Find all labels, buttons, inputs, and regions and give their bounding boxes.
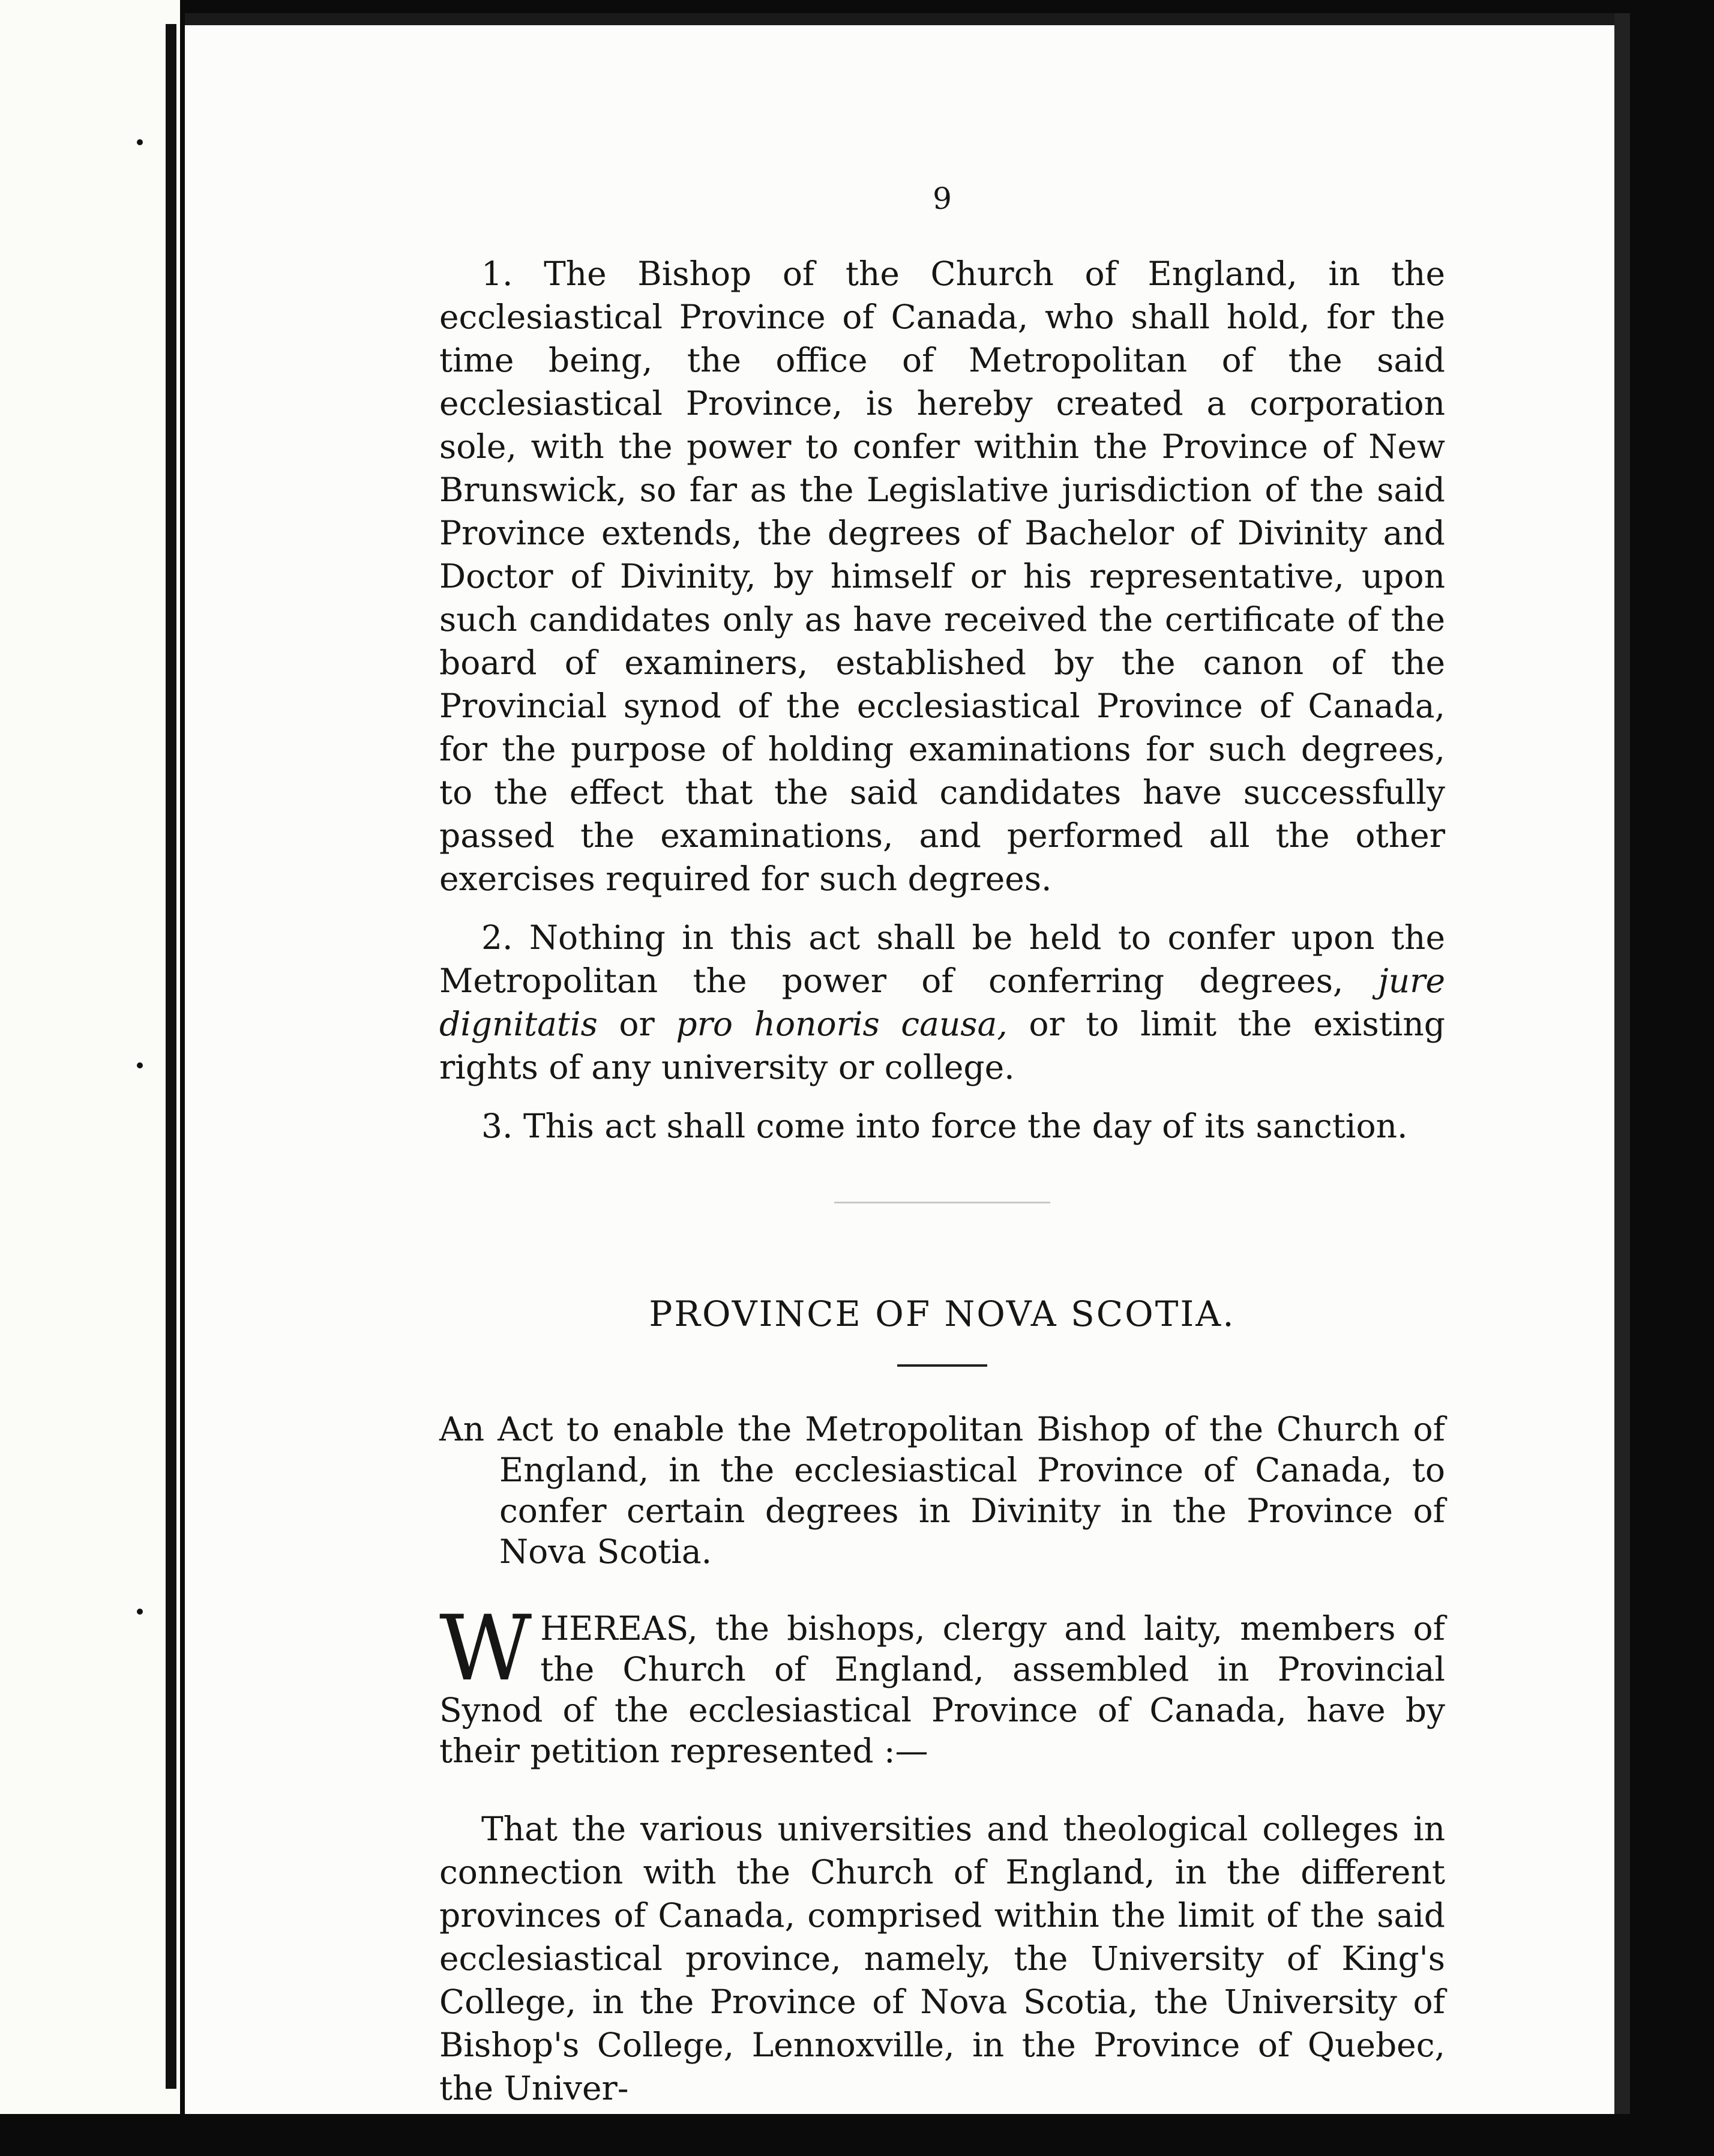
drop-cap: W [439,1597,532,1701]
whereas-text: HEREAS, the bishops, clergy and laity, members of the Church of England, assembled in Provincial Synod of the ecclesiastical Province of Canada, have by their petition represented :— [439,1609,1445,1770]
clause-1 [439,252,1445,900]
margin-mark [137,1609,143,1615]
clause-text: This act shall come into force the day of its sanction. [523,1107,1408,1145]
title-rule [897,1364,987,1367]
document-page [185,13,1630,2119]
clause-text: or [619,1005,655,1043]
latin-phrase: pro honoris causa, [676,1005,1008,1043]
clause-number: 3. [481,1107,513,1145]
text-block [439,73,1445,2125]
facing-page-edge [0,0,180,2156]
clause-number: 2. [481,918,513,957]
final-paragraph: That the various universities and theological colleges in connection with the Church of England, in the different provinces of Canada, comprised within the limit of the said ecclesiastical province, namely, the University of King's College, in the Province of Nova Scotia, the University of Bishop's College, Lennoxville, in the Province of Quebec, the Univer- [439,1810,1445,2107]
clause-text: The Bishop of the Church of England, in the ecclesiastical Province of Canada, who shall hold, for the time being, the office of Metropolitan of the said ecclesiastical Province, is hereby created a corporation sole, with the power to confer within the Province of New Brunswick, so far as the Legislative jurisdiction of the said Province extends, the degrees of Bachelor of Divinity and Doctor of Divinity, by himself or his representative, upon such candidates only as have received the certificate of the board of examiners, established by the canon of the Provincial synod of the ecclesiastical Province of Canada, for the purpose of holding examinations for such degrees, to the effect that the said candidates have successfully passed the examinations, and performed all the other exercises required for such degrees. [439,254,1446,898]
margin-mark [137,1062,143,1068]
binding-gutter [166,24,176,2089]
clause-text: or to limit the existing rights of any university or college. [439,1005,1445,1086]
page-top-edge [185,13,1630,25]
margin-mark [137,139,143,145]
page-number: 9 [933,181,952,216]
act-title: An Act to enable the Metropolitan Bishop of the Church of England, in the ecclesiastical Province of Canada, to confer certain degrees in Divinity in the Province of Nova Scotia. [439,1410,1445,1571]
page-right-edge [1614,13,1630,2119]
scan-bottom-edge [0,2114,1714,2156]
whereas-paragraph [439,1597,1445,1771]
section-divider [834,1202,1050,1203]
clause-2 [439,916,1445,1089]
clause-3 [439,1104,1445,1148]
latin-phrase: jure dignitatis [439,962,1445,1043]
section-title: PROVINCE OF NOVA SCOTIA. [649,1293,1236,1334]
clause-number: 1. [481,254,513,293]
clause-text: Nothing in this act shall be held to confer upon the Metropolitan the power of conferring degrees, [439,918,1446,1000]
